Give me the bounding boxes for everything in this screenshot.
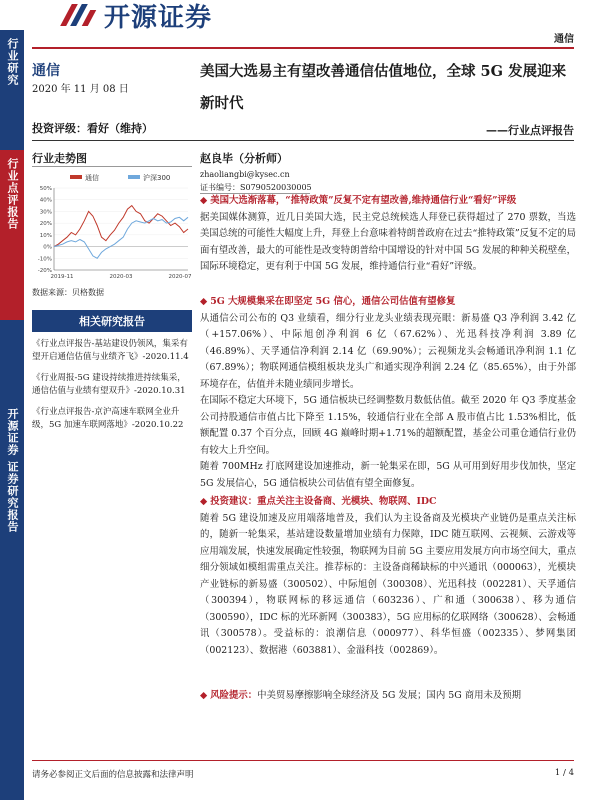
- series-line-hs300: [54, 217, 188, 258]
- bullet-diamond-icon: ◆: [200, 296, 208, 307]
- section-investment: [200, 494, 576, 659]
- sector-tag: 通信: [554, 34, 574, 45]
- section-body: 在国际不稳定大环境下，5G 通信板块已经调整数月数低估值。截至 2020 年 Q3 季度基金公司持股通信市值占比下降至 1.15%，较通信行业在全部 A 股市值占比 1.53%相比，低额配置 0.37 个百分点，回顾 4G 巅峰时期+1.71%的超额配置，基金公司重仓通信行业仍有较大上升空间。: [200, 395, 576, 456]
- section-risk: [200, 688, 576, 705]
- disclosure-note: 请务必参阅正文后面的信息披露和法律声明: [32, 770, 194, 780]
- x-tick-label: 2020-07: [168, 274, 192, 280]
- trend-title: 行业走势图: [32, 152, 87, 165]
- bullet-diamond-icon: ◆: [200, 690, 208, 701]
- logo-text: 开源证券: [104, 2, 213, 33]
- bullet-diamond-icon: ◆: [200, 195, 208, 206]
- y-tick-label: 20%: [39, 221, 52, 228]
- analyst-email[interactable]: zhaoliangbi@kysec.cn: [200, 170, 290, 179]
- trend-divider: [32, 166, 192, 167]
- risk-text: 中美贸易摩擦影响全球经济及 5G 发展；国内 5G 商用未及预期: [257, 690, 521, 701]
- report-subtitle: ——行业点评报告: [486, 124, 574, 137]
- section-heading: ◆ 风险提示：: [200, 690, 258, 701]
- side-strip: [0, 30, 24, 800]
- series-line-tongxin: [54, 206, 188, 247]
- section-heading: ◆ 美国大选渐落幕，“推特政策”反复不定有望改善,维持通信行业“看好”评级: [200, 195, 517, 206]
- strip-kaiyuan-research: 开源证券 证券研究报告: [0, 400, 24, 800]
- y-tick-label: 10%: [39, 232, 52, 239]
- related-reports-list: [32, 338, 190, 440]
- section-heading: ◆ 投资建议：重点关注主设备商、光模块、物联网、IDC: [200, 496, 437, 507]
- related-reports-title: 相关研究报告: [32, 310, 192, 332]
- section-body: 据美国媒体测算，近几日美国大选，民主党总统候选人拜登已获得超过了 270 票数，当选美国总统的可能性大幅度上升，拜登上台意味着特朗普政府在过去“推特政策”反复不定的局面有望改善，最大的可能性是改变特朗普给中国增设的针对中国 5G 发展的种种关税壁垒，国际环境稳定，更有利于中国 5G 发展，维持通信行业“看好”评级。: [200, 211, 576, 272]
- investment-rating: 投资评级：看好（维持）: [32, 122, 153, 135]
- legend-swatch: [128, 175, 140, 179]
- y-tick-label: -10%: [37, 256, 52, 263]
- rating-divider: [32, 140, 574, 141]
- sector-name: 通信: [32, 63, 60, 79]
- y-tick-label: 50%: [39, 186, 52, 192]
- related-report-item[interactable]: 《行业周报-5G 建设持续推进持续集采，通信估值与业绩有望双升》-2020.10.31: [32, 373, 186, 396]
- chart-source: 数据来源：贝格数据: [32, 288, 104, 297]
- bullet-diamond-icon: ◆: [200, 496, 208, 507]
- legend-label: 沪深300: [143, 174, 171, 182]
- x-tick-label: 2020-03: [109, 274, 133, 280]
- section-heading: ◆ 5G 大规模集采在即坚定 5G 信心，通信公司估值有望修复: [200, 296, 456, 307]
- section-body: 随着 700MHz 打底网建设加速推动，新一轮集采在即，5G 从可用到好用步伐加快，坚定 5G 发展信心，5G 通信板块公司估值有望全面修复。: [200, 461, 576, 489]
- legend-swatch: [70, 175, 82, 179]
- section-election: [200, 193, 576, 276]
- y-tick-label: 40%: [39, 197, 52, 204]
- strip-industry-research: 行业研究: [0, 30, 24, 150]
- report-date: 2020 年 11 月 08 日: [32, 84, 129, 95]
- strip-spacer: [0, 320, 24, 400]
- analyst-name: 赵良毕（分析师）: [200, 152, 288, 165]
- strip-report-type: 行业点评报告: [0, 150, 24, 320]
- x-tick-label: 2019-11: [50, 274, 74, 280]
- page-number: 1 / 4: [554, 768, 574, 778]
- section-procurement: [200, 294, 576, 492]
- trend-chart-svg: [32, 170, 192, 285]
- kaiyuan-logo: [60, 0, 213, 33]
- section-body: 随着 5G 建设加速及应用端落地普及，我们认为主设备商及光模块产业链仍是重点关注标的，随新一轮集采，基站建设数量增加业绩有力保障，IDC 随互联网、云视频、云游戏等应用端发展，快速发展确定性较强，物联网为目前 5G 主要应用发展方向市场空间大，重点细分领域如模组需重点关注。推荐标的：主设备商稀缺标的中兴通讯（000063），光模块产业链标的新易盛（300502）、中际旭创（300308）、光迅科技（002281）、天孚通信（300394），物联网标的移远通信（603236）、广和通（300638）、移为通信（300590），IDC 标的光环新网（300383），5G 应用标的亿联网络（300628）、会畅通讯（300578）。受益标的：浪潮信息（000977）、科华恒盛（002335）、梦网集团（002123）、数据港（603881）、金溢科技（002869）。: [200, 512, 576, 656]
- y-tick-label: -20%: [37, 268, 52, 274]
- report-title: 美国大选易主有望改善通信估值地位，全球 5G 发展迎来新时代: [200, 63, 567, 112]
- legend-label: 通信: [85, 174, 99, 182]
- related-report-item[interactable]: 《行业点评报告-京沪高速车联网全业升级，5G 加速车联网落地》-2020.10.22: [32, 407, 184, 430]
- section-body: 从通信公司公布的 Q3 业绩看，细分行业龙头业绩表现亮眼：新易盛 Q3 净利润 3.42 亿（+157.06%）、中际旭创净利润 6 亿（67.62%）、光迅科技净利润 3.89 亿（46.89%）、天孚通信净利润 2.14 亿（69.90%）；云视频龙头会畅通讯净利润 1.1 亿（67.89%）；物联网通信模组板块龙头广和通实现净利润 2.24 亿（85.65%），由于外部环境存在，估值并未随业绩同步增长。: [200, 312, 576, 390]
- y-tick-label: 0%: [43, 244, 52, 251]
- trend-chart: [32, 170, 192, 285]
- related-report-item[interactable]: 《行业点评报告-基站建设仍领风，集采有望开启通信估值与业绩齐飞》-2020.11.4: [32, 339, 189, 362]
- header-divider: [32, 47, 574, 49]
- kaiyuan-logo-mark-icon: [60, 2, 98, 28]
- y-tick-label: 30%: [39, 209, 52, 216]
- analyst-cert: 证书编号：S0790520030005: [200, 183, 312, 192]
- footer-divider: [32, 760, 574, 761]
